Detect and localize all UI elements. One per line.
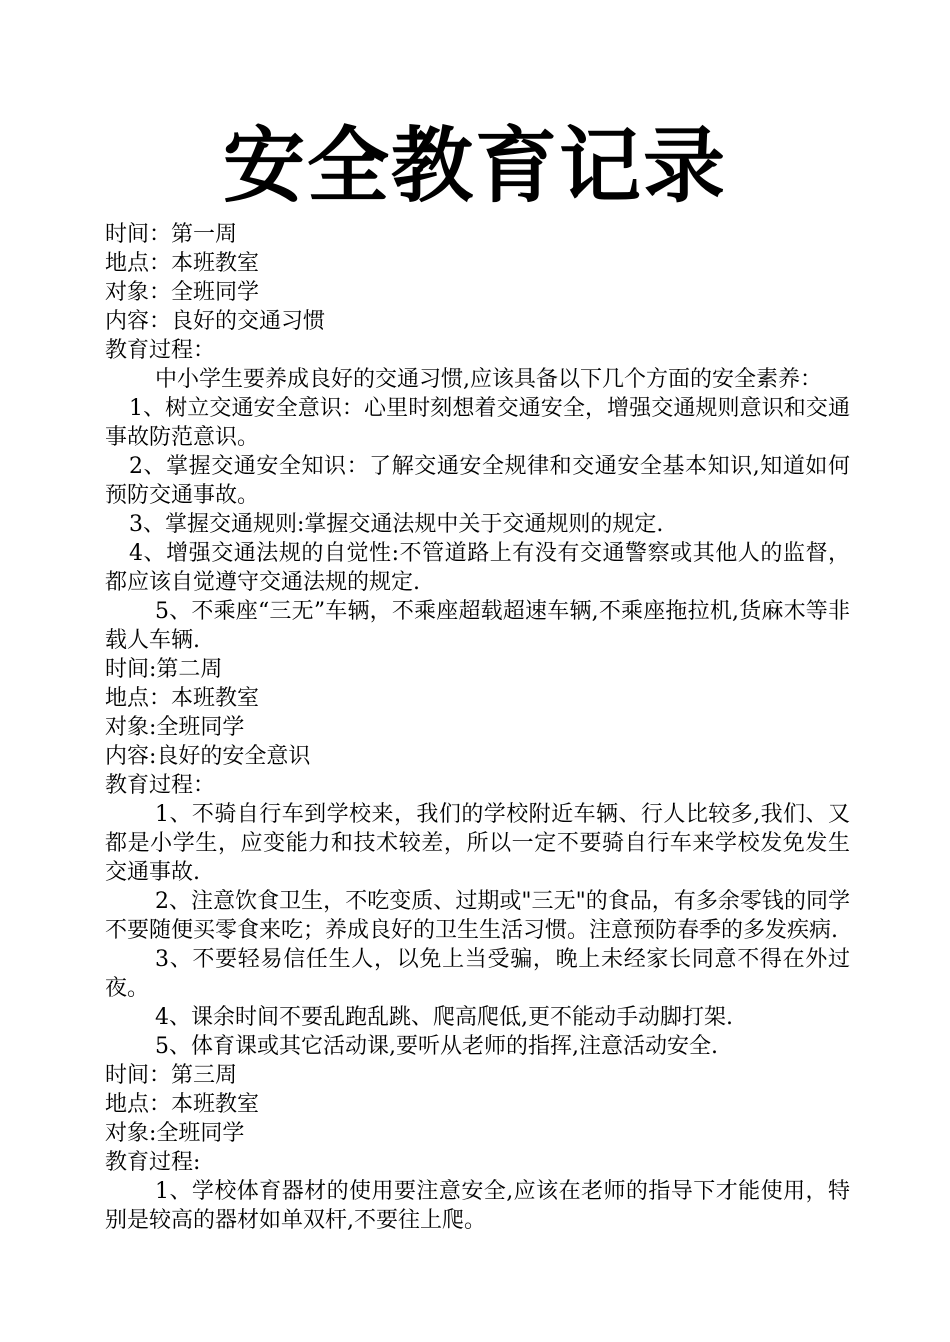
week1-target: 对象：全班同学 [105,280,260,305]
week2-place: 地点：本班教室 [105,686,260,711]
page-title: 安全教育记录 [222,119,727,214]
week2-item-2: 2、注意饮食卫生，不吃变质、过期或"三无"的食品，有多余零钱的同学不要随便买零食来吃；养成良好的卫生生活习惯。注意预防春季的多发疾病. [105,889,850,943]
week2-item-5: 5、体育课或其它活动课,要听从老师的指挥,注意活动安全. [155,1034,718,1059]
week3-item-1: 1、学校体育器材的使用要注意安全,应该在老师的指导下才能使用，特别是较高的器材如单双杆,不要往上爬。 [105,1179,850,1233]
week1-item-5: 5、不乘座“三无”车辆，不乘座超载超速车辆,不乘座拖拉机,货麻木等非载人车辆. [105,599,850,653]
week1-process-label: 教育过程： [105,338,216,363]
week1-content: 内容：良好的交通习惯 [105,309,326,334]
week1-item-2: 2、掌握交通安全知识：了解交通安全规律和交通安全基本知识,知道如何预防交通事故。 [105,454,850,508]
document-body [105,220,850,1235]
week1-item-1: 1、树立交通安全意识：心里时刻想着交通安全，增强交通规则意识和交通事故防范意识。 [105,396,850,450]
week3-target: 对象:全班同学 [105,1121,245,1146]
week1-place: 地点：本班教室 [105,251,260,276]
week2-content: 内容:良好的安全意识 [105,744,311,769]
week2-process-label: 教育过程： [105,773,216,798]
week2-item-1: 1、不骑自行车到学校来，我们的学校附近车辆、行人比较多,我们、又都是小学生，应变能力和技术较差，所以一定不要骑自行车来学校发免发生交通事故. [105,802,850,885]
week1-item-3: 3、掌握交通规则:掌握交通法规中关于交通规则的规定. [129,512,664,537]
week3-place: 地点：本班教室 [105,1092,260,1117]
week3-process-label: 教育过程: [105,1150,201,1175]
week1-item-4: 4、增强交通法规的自觉性:不管道路上有没有交通警察或其他人的监督，都应该自觉遵守交通法规的规定. [105,541,850,595]
week2-item-4: 4、课余时间不要乱跑乱跳、爬高爬低,更不能动手动脚打架. [155,1005,733,1030]
week1-time: 时间：第一周 [105,222,238,247]
week2-target: 对象:全班同学 [105,715,245,740]
week2-item-3: 3、不要轻易信任生人，以免上当受骗，晚上未经家长同意不得在外过夜。 [105,947,850,1001]
week1-intro: 中小学生要养成良好的交通习惯,应该具备以下几个方面的安全素养： [155,367,822,392]
week3-time: 时间：第三周 [105,1063,238,1088]
week2-time: 时间:第二周 [105,657,223,682]
